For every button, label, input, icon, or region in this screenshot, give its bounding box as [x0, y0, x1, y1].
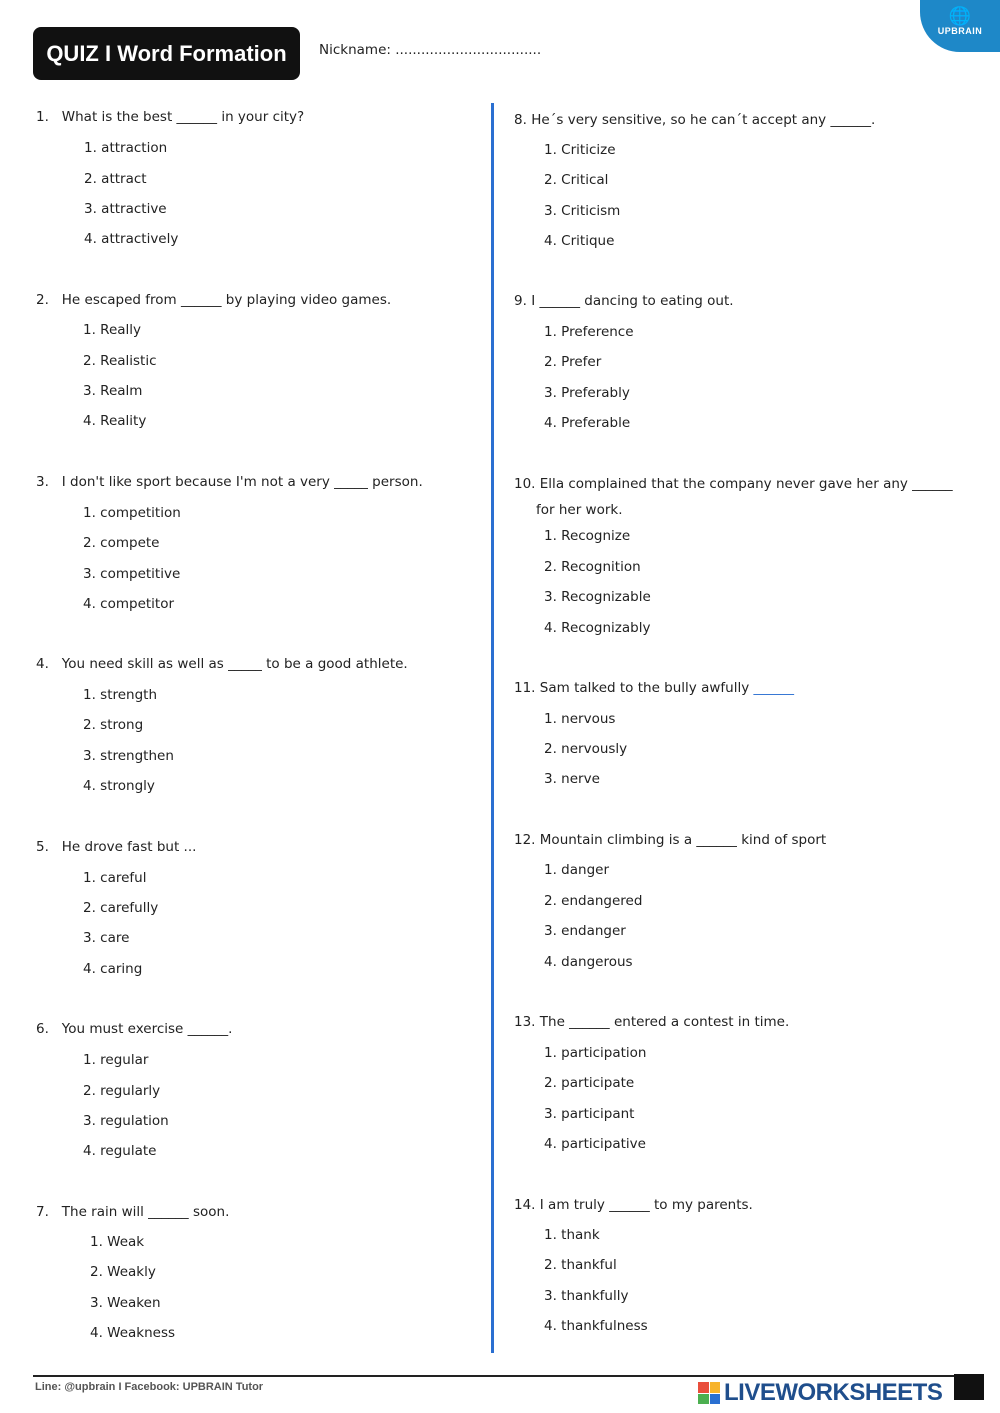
- footer-divider: [33, 1375, 983, 1377]
- option[interactable]: 1. competition: [83, 505, 181, 521]
- logo-text: UPBRAIN: [937, 26, 983, 36]
- option[interactable]: 1. careful: [83, 870, 147, 886]
- option[interactable]: 2. participate: [544, 1075, 635, 1091]
- option[interactable]: 1. danger: [544, 862, 609, 878]
- option[interactable]: 3. attractive: [84, 201, 167, 217]
- option[interactable]: 3. Preferably: [544, 385, 630, 401]
- option[interactable]: 2. Weakly: [90, 1264, 156, 1280]
- option[interactable]: 4. regulate: [83, 1143, 157, 1159]
- option[interactable]: 2. thankful: [544, 1257, 617, 1273]
- option[interactable]: 3. Criticism: [544, 203, 621, 219]
- option[interactable]: 4. Weakness: [90, 1325, 176, 1341]
- option[interactable]: 2. regularly: [83, 1083, 161, 1099]
- option[interactable]: 2. Critical: [544, 172, 609, 188]
- option[interactable]: 3. Recognizable: [544, 589, 651, 605]
- question-7: 7. The rain will ______ soon.: [36, 1204, 230, 1220]
- option[interactable]: 4. thankfulness: [544, 1318, 648, 1334]
- option[interactable]: 2. attract: [84, 171, 147, 187]
- option[interactable]: 4. Recognizably: [544, 620, 651, 636]
- question-8: 8. He´s very sensitive, so he can´t accept any ______.: [514, 112, 876, 128]
- question-10-continuation: for her work.: [536, 502, 623, 518]
- option[interactable]: 1. Really: [83, 322, 142, 338]
- option[interactable]: 2. endangered: [544, 893, 643, 909]
- option[interactable]: 4. dangerous: [544, 954, 633, 970]
- question-2: 2. He escaped from ______ by playing video games.: [36, 292, 392, 308]
- option[interactable]: 3. care: [83, 930, 130, 946]
- question-6: 6. You must exercise ______.: [36, 1021, 233, 1037]
- option[interactable]: 1. Criticize: [544, 142, 616, 158]
- option[interactable]: 2. compete: [83, 535, 160, 551]
- option[interactable]: 3. participant: [544, 1106, 635, 1122]
- option[interactable]: 4. strongly: [83, 778, 155, 794]
- question-11: 11. Sam talked to the bully awfully ______: [514, 680, 794, 696]
- corner-block: [954, 1374, 984, 1400]
- question-5: 5. He drove fast but ...: [36, 839, 197, 855]
- option[interactable]: 1. regular: [83, 1052, 149, 1068]
- option[interactable]: 4. caring: [83, 961, 143, 977]
- option[interactable]: 4. Reality: [83, 413, 147, 429]
- liveworksheets-icon: [698, 1382, 720, 1404]
- nickname-field[interactable]: Nickname: ..................................: [319, 42, 542, 58]
- question-10: 10. Ella complained that the company never gave her any ______: [514, 476, 953, 492]
- option[interactable]: 2. Prefer: [544, 354, 602, 370]
- blank[interactable]: ______: [753, 680, 794, 696]
- question-13: 13. The ______ entered a contest in time.: [514, 1014, 790, 1030]
- option[interactable]: 4. Preferable: [544, 415, 631, 431]
- option[interactable]: 1. Preference: [544, 324, 634, 340]
- option[interactable]: 1. attraction: [84, 140, 168, 156]
- option[interactable]: 4. participative: [544, 1136, 646, 1152]
- option[interactable]: 3. endanger: [544, 923, 626, 939]
- option[interactable]: 2. nervously: [544, 741, 628, 757]
- globe-icon: 🌐: [948, 6, 972, 27]
- option[interactable]: 4. competitor: [83, 596, 175, 612]
- upbrain-logo: [920, 0, 1000, 52]
- option[interactable]: 3. Weaken: [90, 1295, 161, 1311]
- option[interactable]: 1. Recognize: [544, 528, 631, 544]
- option[interactable]: 1. strength: [83, 687, 158, 703]
- question-14: 14. I am truly ______ to my parents.: [514, 1197, 753, 1213]
- option[interactable]: 4. Critique: [544, 233, 615, 249]
- option[interactable]: 2. carefully: [83, 900, 159, 916]
- page-title: QUIZ I Word Formation: [33, 27, 300, 80]
- question-12: 12. Mountain climbing is a ______ kind of sport: [514, 832, 827, 848]
- liveworksheets-watermark[interactable]: [698, 1378, 994, 1408]
- option[interactable]: 2. Recognition: [544, 559, 641, 575]
- option[interactable]: 3. thankfully: [544, 1288, 629, 1304]
- footer-contact: Line: @upbrain I Facebook: UPBRAIN Tutor: [35, 1381, 264, 1393]
- option[interactable]: 2. strong: [83, 717, 144, 733]
- option[interactable]: 1. nervous: [544, 711, 616, 727]
- option[interactable]: 3. strengthen: [83, 748, 174, 764]
- option[interactable]: 2. Realistic: [83, 353, 157, 369]
- option[interactable]: 1. participation: [544, 1045, 647, 1061]
- question-1: 1. What is the best ______ in your city?: [36, 109, 305, 125]
- option[interactable]: 1. Weak: [90, 1234, 145, 1250]
- option[interactable]: 1. thank: [544, 1227, 600, 1243]
- question-9: 9. I ______ dancing to eating out.: [514, 293, 734, 309]
- column-divider: [491, 103, 494, 1353]
- option[interactable]: 3. competitive: [83, 566, 181, 582]
- option[interactable]: 3. regulation: [83, 1113, 169, 1129]
- question-4: 4. You need skill as well as _____ to be a good athlete.: [36, 656, 408, 672]
- option[interactable]: 4. attractively: [84, 231, 179, 247]
- question-3: 3. I don't like sport because I'm not a very _____ person.: [36, 474, 423, 490]
- option[interactable]: 3. Realm: [83, 383, 143, 399]
- option[interactable]: 3. nerve: [544, 771, 600, 787]
- watermark-text: LIVEWORKSHEETS: [724, 1379, 943, 1406]
